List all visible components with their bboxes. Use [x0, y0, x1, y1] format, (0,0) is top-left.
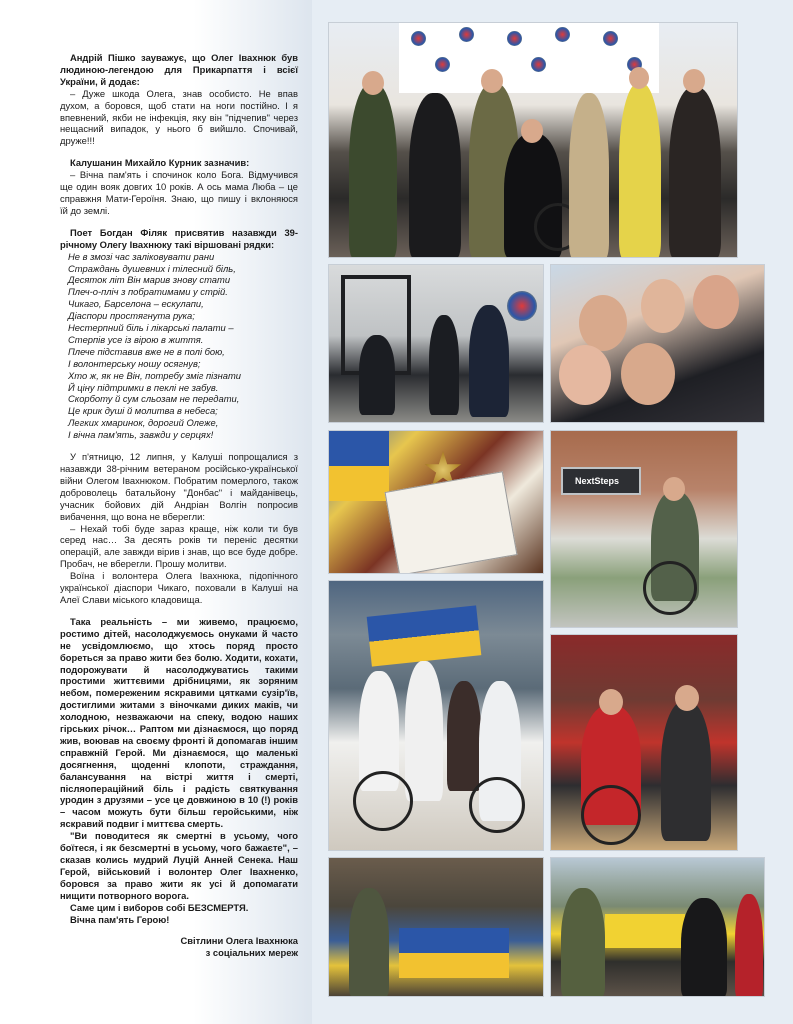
logo-icon	[459, 27, 474, 42]
photo-farewell-ceremony	[328, 857, 544, 997]
wheelchair-wheel	[353, 771, 413, 831]
logo-icon	[555, 27, 570, 42]
paragraph-bold: "Ви поводитеся як смертні в усьому, чого боїтеся, і як безсмертні в усьому, чого бажаєте", – сказав колись мудрий Луцій Анней Сенека. Наш Герой, військовий і волонтер Олег Івахненко, боровся за право жити як усі й допомагати нищити потворного ворога.	[60, 830, 298, 901]
person	[469, 305, 509, 417]
poem-line: Стерпів усе із вірою в життя.	[68, 333, 204, 345]
poem-line: Це крик душі й молитва в небеса;	[68, 405, 218, 417]
paragraph: – Дуже шкода Олега, знав особисто. Не впав духом, а боровся, щоб стати на ноги постійно. І я впевнений, якби не інфекція, яку він "підчепив" через нещасний випадок, у нього б вийшло. Спочивай, друже!!!	[60, 87, 298, 147]
person	[669, 87, 721, 258]
paragraph-bold: Вічна пам'ять Герою!	[70, 913, 170, 925]
poem-line: І волонтерську ношу осягнув;	[68, 357, 201, 369]
poem-line: Чикаго, Барселона – ескулапи,	[68, 298, 204, 310]
person	[681, 898, 727, 997]
paragraph-lead: Поет Богдан Філяк присвятив назавжди 39-річному Олегу Івахнюку такі віршовані рядки:	[60, 226, 298, 250]
poem-line: Плеч-о-пліч з побратимами у стрій.	[68, 286, 228, 298]
logo-icon	[435, 57, 450, 72]
poem-line: Нестерпний біль і лікарські палати –	[68, 322, 234, 334]
person	[735, 894, 763, 997]
ukrainian-flag	[329, 431, 389, 501]
person-head	[521, 119, 543, 143]
photo-credit: з соціальних мереж	[205, 947, 298, 959]
ukrainian-flag	[367, 605, 482, 666]
ukrainian-flag	[605, 914, 685, 948]
person-head	[481, 69, 503, 93]
person	[661, 701, 711, 841]
wheelchair-wheel	[581, 785, 641, 845]
photo-nextsteps-center	[550, 430, 738, 628]
poem-line: Діаспори простягнута рука;	[68, 310, 195, 322]
person-head	[559, 345, 611, 405]
photo-group-volunteers	[328, 22, 738, 258]
person-head	[663, 477, 685, 501]
logo-icon	[507, 31, 522, 46]
paragraph-bold: Така реальність – ми живемо, працюємо, ростимо дітей, насолоджуємось онуками й часто не усвідомлюємо, що хтось поряд просто бореться за право жити без болю. Ходити, кохати, подорожувати й насолоджуватись такими простими життєвими дрібницями, як зоряним небом, помереженим яскравими цятками сузір'їв, достиглими житами з віночками диких маків, чи холодною, незважаючи на спеку, водою наших гірських річок… Раптом ми дізнаємося, що поряд жив, воював на своєму фронті й допомагав іншим справжній Герой. Ми дізнаємося, що маленькі досягнення, щоденні клопоти, страждання, балансування на вістрі життя і смерті, післяопераційний біль і радість святкування уродин з друзями – усе це довжиною в 10 (!) років – часом можуть бути більш геройськими, ніж яскравий подвиг і миттєва смерть.	[60, 615, 298, 830]
photo-farewell-outdoor	[550, 857, 765, 997]
logo-icon	[531, 57, 546, 72]
person-head	[599, 689, 623, 715]
poem-line: Не в змозі час заліковувати рани	[68, 250, 215, 262]
paragraph: – Вічна пам'ять і спочинок коло Бога. Відмучився ще один вояк довгих 10 років. А ось мама Люба – це справжня Мати-Героїня. Знаю, що пишу і вклоняюся їй до землі.	[60, 169, 298, 216]
person	[447, 681, 481, 791]
person	[349, 888, 389, 997]
person-head	[683, 69, 705, 93]
person-head	[362, 71, 384, 95]
award-certificate	[385, 471, 518, 574]
poem-line: І вічна пам'ять, завжди у серцях!	[68, 429, 214, 441]
sign-text: NextSteps	[575, 476, 620, 486]
person-head	[621, 343, 675, 405]
photo-medal-certificate	[328, 430, 544, 574]
paragraph: – Нехай тобі буде зараз краще, ніж коли ти був серед нас… За десять років ти переніс десятки операцій, але завжди вірив і знав, що все буде добре. Пробач, не вберегли. Прошу молитви.	[60, 522, 298, 570]
photo-gym-training	[328, 264, 544, 423]
poem-line: Хто ж, як не Він, потребу зміг пізнати	[68, 369, 242, 381]
person	[619, 83, 661, 258]
logo-icon	[603, 31, 618, 46]
person	[409, 93, 461, 258]
photo-credit: Світлини Олега Івахнюка	[180, 935, 298, 947]
person	[561, 888, 605, 997]
wheelchair-wheel	[643, 561, 697, 615]
person-head	[693, 275, 739, 329]
poem-line: Десяток літ Він марив знову стати	[68, 274, 231, 286]
person-head	[629, 67, 649, 89]
paragraph: Воїна і волонтера Олега Івахнюка, підопічного української діаспори Чикаго, поховали в Калуші на Алеї Слави міського кладовища.	[60, 570, 298, 605]
person-head	[675, 685, 699, 711]
person	[569, 93, 609, 258]
poem-line: Легких хмаринок, дорогий Олеже,	[68, 417, 219, 429]
person-head	[641, 279, 685, 333]
person	[405, 661, 443, 801]
poem-line: Страждань душевних і тілесний біль,	[68, 262, 236, 274]
event-banner	[399, 23, 659, 93]
poem-line: Й ціну підтримки в пеклі не забув.	[68, 381, 219, 393]
photo-stadium-event	[328, 580, 544, 851]
logo-icon	[411, 31, 426, 46]
paragraph: У п'ятницю, 12 липня, у Калуші попрощалися з назавжди 38-річним ветераном російсько-української війни Олегом Івахнюком. Побратим померлого, також доброволець батальйону "Донбас" і майданівець, учасник бойових дій Андріан Волгін попросив вибачення, що вона не вберегли:	[60, 451, 298, 522]
poem-line: Плече підставив вже не в полі бою,	[68, 345, 225, 357]
paragraph-lead: Калушанин Михайло Курник зазначив:	[70, 157, 250, 169]
nextsteps-sign	[561, 467, 641, 495]
poem-line: Скорботу й сум сльозам не передати,	[68, 393, 240, 405]
person	[349, 83, 397, 258]
logo-icon	[507, 291, 537, 321]
person	[429, 315, 459, 415]
paragraph-bold: Саме цим і виборов собі БЕЗСМЕРТЯ.	[70, 901, 249, 913]
person	[359, 335, 395, 415]
photo-arena-game	[550, 634, 738, 851]
photo-selfie-friends	[550, 264, 765, 423]
person-head	[579, 295, 627, 351]
wheelchair-wheel	[469, 777, 525, 833]
ukrainian-flag	[399, 928, 509, 978]
article-text-column	[60, 52, 298, 959]
paragraph-lead: Андрій Пішко зауважує, що Олег Івахнюк був людиною-легендою для Прикарпаття і всієї України, й додає:	[60, 52, 298, 87]
poem	[60, 251, 298, 442]
